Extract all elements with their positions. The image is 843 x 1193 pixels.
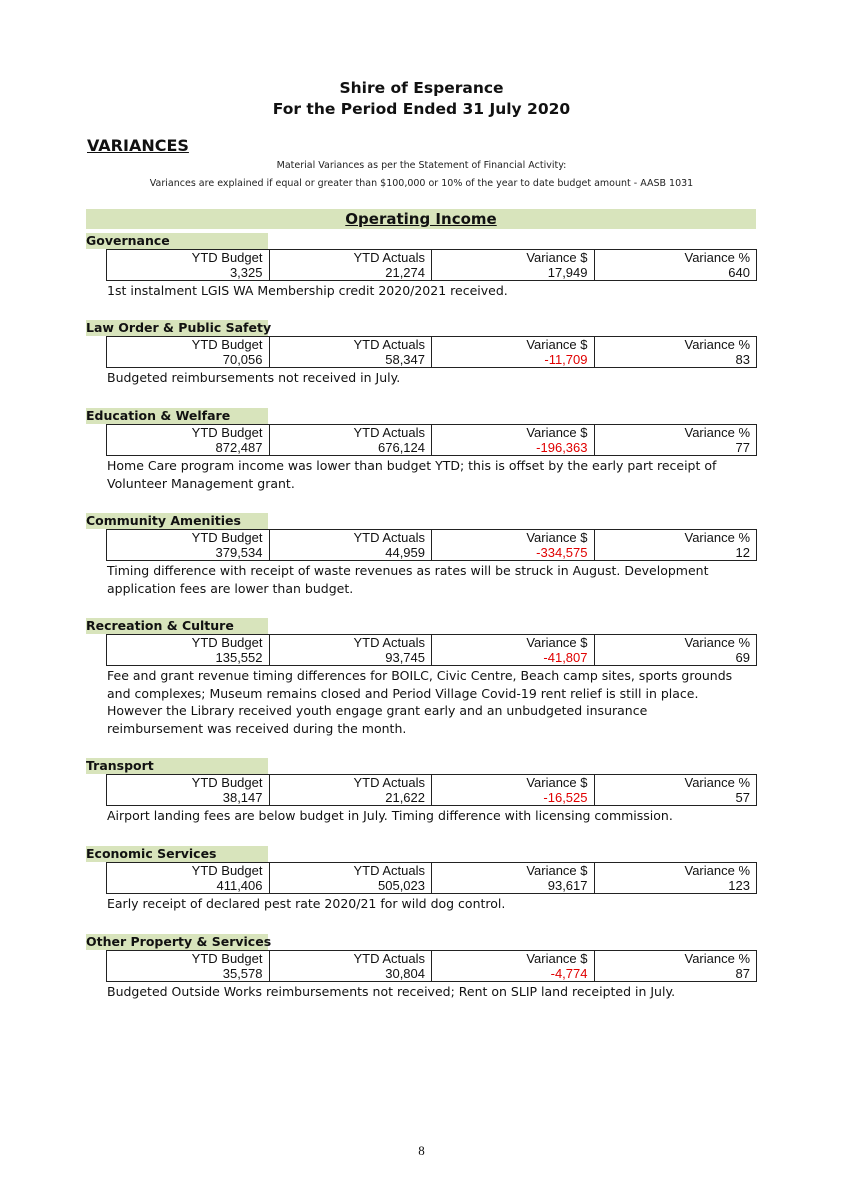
variance-table [106, 950, 757, 982]
col-header-variance: Variance $ [432, 863, 595, 879]
col-header-budget: YTD Budget [107, 951, 270, 967]
col-header-actuals: YTD Actuals [269, 337, 432, 353]
cell-actuals: 93,745 [269, 650, 432, 666]
col-header-variance-pct: Variance % [594, 530, 757, 546]
col-header-variance-pct: Variance % [594, 250, 757, 266]
section-comment: Budgeted Outside Works reimbursements not received; Rent on SLIP land receipted in July. [107, 984, 676, 999]
cell-variance-pct: 83 [594, 352, 757, 368]
section-comment: Budgeted reimbursements not received in July. [107, 370, 401, 385]
variance-table [106, 424, 757, 456]
variance-table [106, 336, 757, 368]
cell-budget: 70,056 [107, 352, 270, 368]
variance-table [106, 634, 757, 666]
col-header-budget: YTD Budget [107, 775, 270, 791]
section-comment: Timing difference with receipt of waste revenues as rates will be struck in August. Development application fees are lower than budget. [107, 563, 709, 596]
note-line-1: Material Variances as per the Statement of Financial Activity: [276, 160, 567, 171]
cell-variance-pct: 69 [594, 650, 757, 666]
report-title [0, 78, 843, 120]
cell-variance-pct: 12 [594, 545, 757, 561]
col-header-variance-pct: Variance % [594, 635, 757, 651]
cell-variance-pct: 77 [594, 440, 757, 456]
col-header-budget: YTD Budget [107, 863, 270, 879]
cell-variance: -4,774 [432, 966, 595, 982]
section-comment: 1st instalment LGIS WA Membership credit 2020/2021 received. [107, 283, 508, 298]
cell-actuals: 58,347 [269, 352, 432, 368]
col-header-budget: YTD Budget [107, 337, 270, 353]
col-header-variance-pct: Variance % [594, 951, 757, 967]
col-header-budget: YTD Budget [107, 530, 270, 546]
variance-table [106, 774, 757, 806]
col-header-actuals: YTD Actuals [269, 775, 432, 791]
variance-table [106, 862, 757, 894]
cell-variance-pct: 123 [594, 878, 757, 894]
operating-income-band [86, 209, 756, 229]
cell-actuals: 30,804 [269, 966, 432, 982]
col-header-variance: Variance $ [432, 337, 595, 353]
col-header-variance-pct: Variance % [594, 337, 757, 353]
cell-budget: 3,325 [107, 265, 270, 281]
col-header-variance: Variance $ [432, 530, 595, 546]
col-header-variance-pct: Variance % [594, 425, 757, 441]
section-governance [86, 230, 758, 300]
cell-variance: -41,807 [432, 650, 595, 666]
cell-variance: -196,363 [432, 440, 595, 456]
page-heading: VARIANCES [87, 136, 189, 155]
section-title: Community Amenities [86, 513, 268, 529]
variance-table [106, 249, 757, 281]
section-title: Governance [86, 233, 268, 249]
cell-actuals: 505,023 [269, 878, 432, 894]
cell-budget: 379,534 [107, 545, 270, 561]
report-period: For the Period Ended 31 July 2020 [272, 100, 571, 118]
col-header-variance-pct: Variance % [594, 863, 757, 879]
col-header-budget: YTD Budget [107, 250, 270, 266]
col-header-actuals: YTD Actuals [269, 951, 432, 967]
org-name: Shire of Esperance [339, 79, 504, 97]
col-header-variance: Variance $ [432, 250, 595, 266]
cell-variance: -11,709 [432, 352, 595, 368]
section-law-order [86, 317, 758, 387]
col-header-actuals: YTD Actuals [269, 425, 432, 441]
section-education-welfare [86, 405, 758, 492]
section-title: Economic Services [86, 846, 268, 862]
section-title: Other Property & Services [86, 934, 272, 949]
cell-variance-pct: 57 [594, 790, 757, 806]
note-line-2: Variances are explained if equal or greater than $100,000 or 10% of the year to date budget amount - AASB 1031 [149, 178, 694, 189]
cell-variance: 17,949 [432, 265, 595, 281]
cell-budget: 38,147 [107, 790, 270, 806]
cell-actuals: 676,124 [269, 440, 432, 456]
cell-variance: 93,617 [432, 878, 595, 894]
col-header-actuals: YTD Actuals [269, 250, 432, 266]
cell-variance-pct: 87 [594, 966, 757, 982]
section-comment: Fee and grant revenue timing differences for BOILC, Civic Centre, Beach camp sites, sports grounds and complexes; Museum remains closed and Period Village Covid-19 rent relief is still in place. However the Library received youth engage grant early and an unbudgeted insurance reimbursement was received during the month. [107, 668, 733, 736]
col-header-budget: YTD Budget [107, 425, 270, 441]
section-transport [86, 755, 758, 825]
page-number: 8 [418, 1143, 425, 1158]
cell-actuals: 44,959 [269, 545, 432, 561]
col-header-actuals: YTD Actuals [269, 863, 432, 879]
cell-budget: 135,552 [107, 650, 270, 666]
section-title: Law Order & Public Safety [86, 320, 272, 335]
section-title: Education & Welfare [86, 408, 268, 424]
col-header-budget: YTD Budget [107, 635, 270, 651]
col-header-actuals: YTD Actuals [269, 635, 432, 651]
cell-variance: -334,575 [432, 545, 595, 561]
cell-budget: 872,487 [107, 440, 270, 456]
col-header-variance: Variance $ [432, 775, 595, 791]
col-header-actuals: YTD Actuals [269, 530, 432, 546]
cell-variance: -16,525 [432, 790, 595, 806]
col-header-variance: Variance $ [432, 425, 595, 441]
section-title: Transport [86, 758, 268, 774]
cell-variance-pct: 640 [594, 265, 757, 281]
section-comment: Airport landing fees are below budget in July. Timing difference with licensing commission. [107, 808, 673, 823]
col-header-variance-pct: Variance % [594, 775, 757, 791]
section-comment: Home Care program income was lower than budget YTD; this is offset by the early part receipt of Volunteer Management grant. [107, 458, 717, 491]
col-header-variance: Variance $ [432, 951, 595, 967]
cell-budget: 35,578 [107, 966, 270, 982]
cell-actuals: 21,622 [269, 790, 432, 806]
section-recreation-culture [86, 615, 758, 737]
section-community-amenities [86, 510, 758, 597]
section-other-property [86, 931, 758, 1001]
col-header-variance: Variance $ [432, 635, 595, 651]
section-title: Recreation & Culture [86, 618, 268, 634]
cell-budget: 411,406 [107, 878, 270, 894]
cell-actuals: 21,274 [269, 265, 432, 281]
section-economic-services [86, 843, 758, 913]
section-comment: Early receipt of declared pest rate 2020/21 for wild dog control. [107, 896, 506, 911]
band-title: Operating Income [345, 210, 497, 228]
variance-table [106, 529, 757, 561]
